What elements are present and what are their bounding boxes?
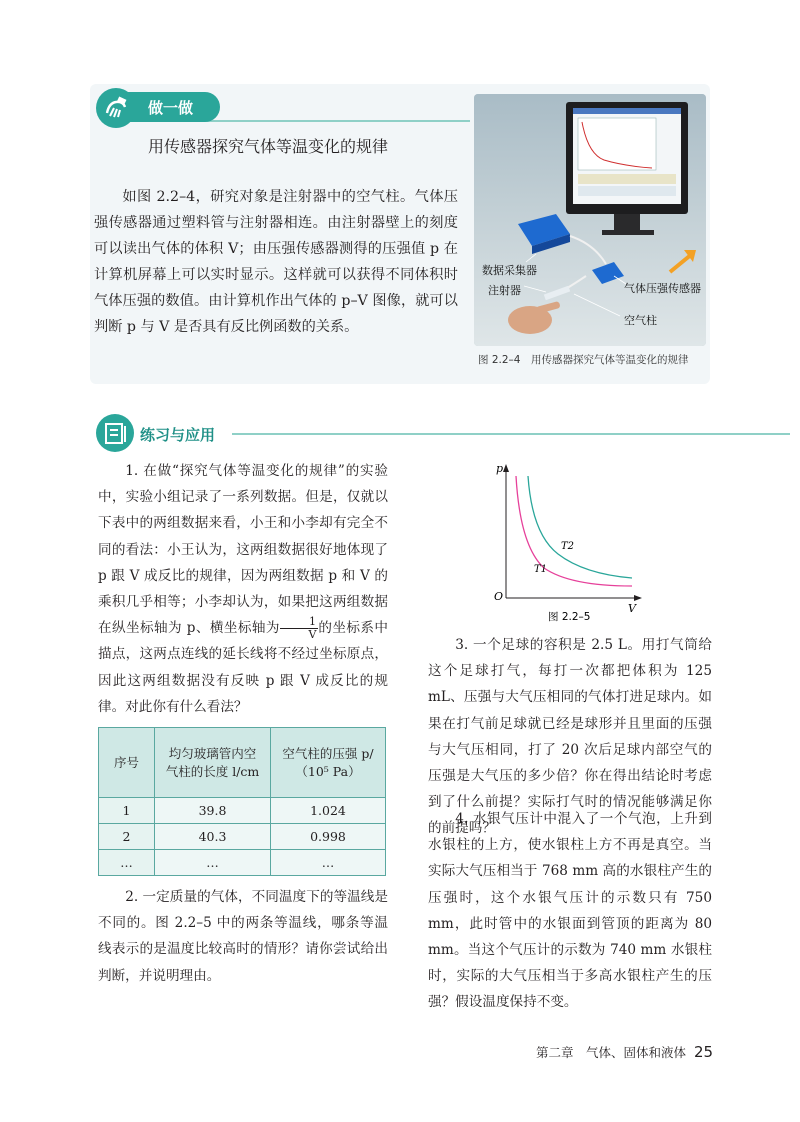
axis-p-label: p	[496, 462, 504, 475]
figure-2-2-4-caption: 图 2.2–4 用传感器探究气体等温变化的规律	[478, 354, 689, 366]
table-cell: 1	[99, 798, 155, 824]
section-divider	[232, 433, 790, 435]
activity-paragraph: 如图 2.2–4，研究对象是注射器中的空气柱。气体压强传感器通过塑料管与注射器相连。由注射器壁上的刻度可以读出气体的体积 V；由压强传感器测得的压强值 p 在计算机屏幕上可以实时显示。这样就可以获得不同体积时气体压强的数值。由计算机作出气体的 p–V 图像，就可以判断 p 与 V 是否具有反比例函数的关系。	[94, 189, 458, 335]
question-1	[98, 458, 388, 720]
section-title: 练习与应用	[140, 426, 216, 444]
question-4-text: 4. 水银气压计中混入了一个气泡，上升到水银柱的上方，使水银柱上方不再是真空。当实际大气压相当于 768 mm 高的水银柱产生的压强时，这个水银气压计的示数只有 750 mm，此时管中的水银面到管顶的距离为 80 mm。当这个气压计的示数为 740 mm 水银柱时，实际的大气压相当于多高水银柱产生的压强？假设温度保持不变。	[428, 811, 712, 1011]
activity-body	[94, 184, 458, 340]
activity-title: 用传感器探究气体等温变化的规律	[148, 137, 389, 156]
exercise-icon	[96, 414, 134, 452]
question-2-text: 2. 一定质量的气体，不同温度下的等温线是不同的。图 2.2–5 中的两条等温线，哪条等温线表示的是温度比较高时的情形？请你尝试给出判断，并说明理由。	[98, 889, 388, 984]
table-cell: 2	[99, 824, 155, 850]
fraction-1-over-v	[280, 616, 318, 641]
activity-header-line	[200, 120, 470, 122]
question-1-text-a: 1. 在做“探究气体等温变化的规律”的实验中，实验小组记录了一系列数据。但是，仅就以下表中的两组数据来看，小王和小李却有完全不同的看法：小王认为，这两组数据很好地体现了 p 跟 V 成反比的规律，因为两组数据 p 和 V 的乘积几乎相等；小李却认为，如果把这两组数据在纵坐标轴为 p、横坐标轴为	[98, 463, 388, 637]
question-1-text-b: 的坐标系中描点，这两点连线的延长线将不经过坐标原点，因此这两组数据没有反映 p 跟 V 成反比的规律。对此你有什么看法？	[98, 620, 388, 715]
question-2	[98, 884, 388, 989]
origin-label: O	[494, 590, 504, 603]
curve-t1-label: T1	[534, 564, 548, 575]
table-cell: …	[271, 850, 386, 876]
table-cell: …	[99, 850, 155, 876]
activity-badge	[124, 92, 220, 122]
activity-badge-label: 做一做	[148, 98, 194, 117]
page-number: 25	[694, 1043, 714, 1061]
table-cell: 39.8	[155, 798, 271, 824]
hand-tool-icon	[96, 88, 136, 128]
table-cell: 40.3	[155, 824, 271, 850]
table-row	[99, 850, 386, 876]
table-header-length: 均匀玻璃管内空气柱的长度 l/cm	[155, 728, 271, 798]
table-header-index: 序号	[99, 728, 155, 798]
data-table	[98, 727, 386, 876]
table-cell: 1.024	[271, 798, 386, 824]
isotherm-t2-curve	[528, 476, 632, 578]
table-row	[99, 824, 386, 850]
label-collector: 数据采集器	[482, 264, 537, 277]
fraction-numerator: 1	[280, 616, 318, 629]
question-3-text: 3. 一个足球的容积是 2.5 L。用打气筒给这个足球打气，每打一次都把体积为 125 mL、压强与大气压相同的气体打进足球内。如果在打气前足球就已经是球形并且里面的压强与大气压相同，打了 20 次后足球内部空气的压强是大气压的多少倍？你在得出结论时考虑到了什么前提？实际打气时的情况能够满足你的前提吗？	[428, 637, 712, 837]
figure-2-2-5-caption: 图 2.2–5	[548, 611, 591, 623]
table-row	[99, 798, 386, 824]
chapter-title: 第二章 气体、固体和液体	[536, 1045, 687, 1060]
isotherm-figure	[486, 458, 646, 628]
fraction-denominator: V	[308, 628, 317, 642]
question-4	[428, 806, 712, 1016]
label-air-column: 空气柱	[624, 314, 657, 327]
table-cell: 0.998	[271, 824, 386, 850]
experiment-photo	[474, 94, 706, 346]
label-sensor: 气体压强传感器	[624, 282, 701, 295]
page-footer	[536, 1043, 713, 1061]
table-header-pressure: 空气柱的压强 p/（10⁵ Pa）	[271, 728, 386, 798]
axis-v-label: V	[628, 602, 636, 615]
curve-t2-label: T2	[561, 541, 575, 552]
table-cell: …	[155, 850, 271, 876]
label-syringe: 注射器	[488, 284, 521, 297]
